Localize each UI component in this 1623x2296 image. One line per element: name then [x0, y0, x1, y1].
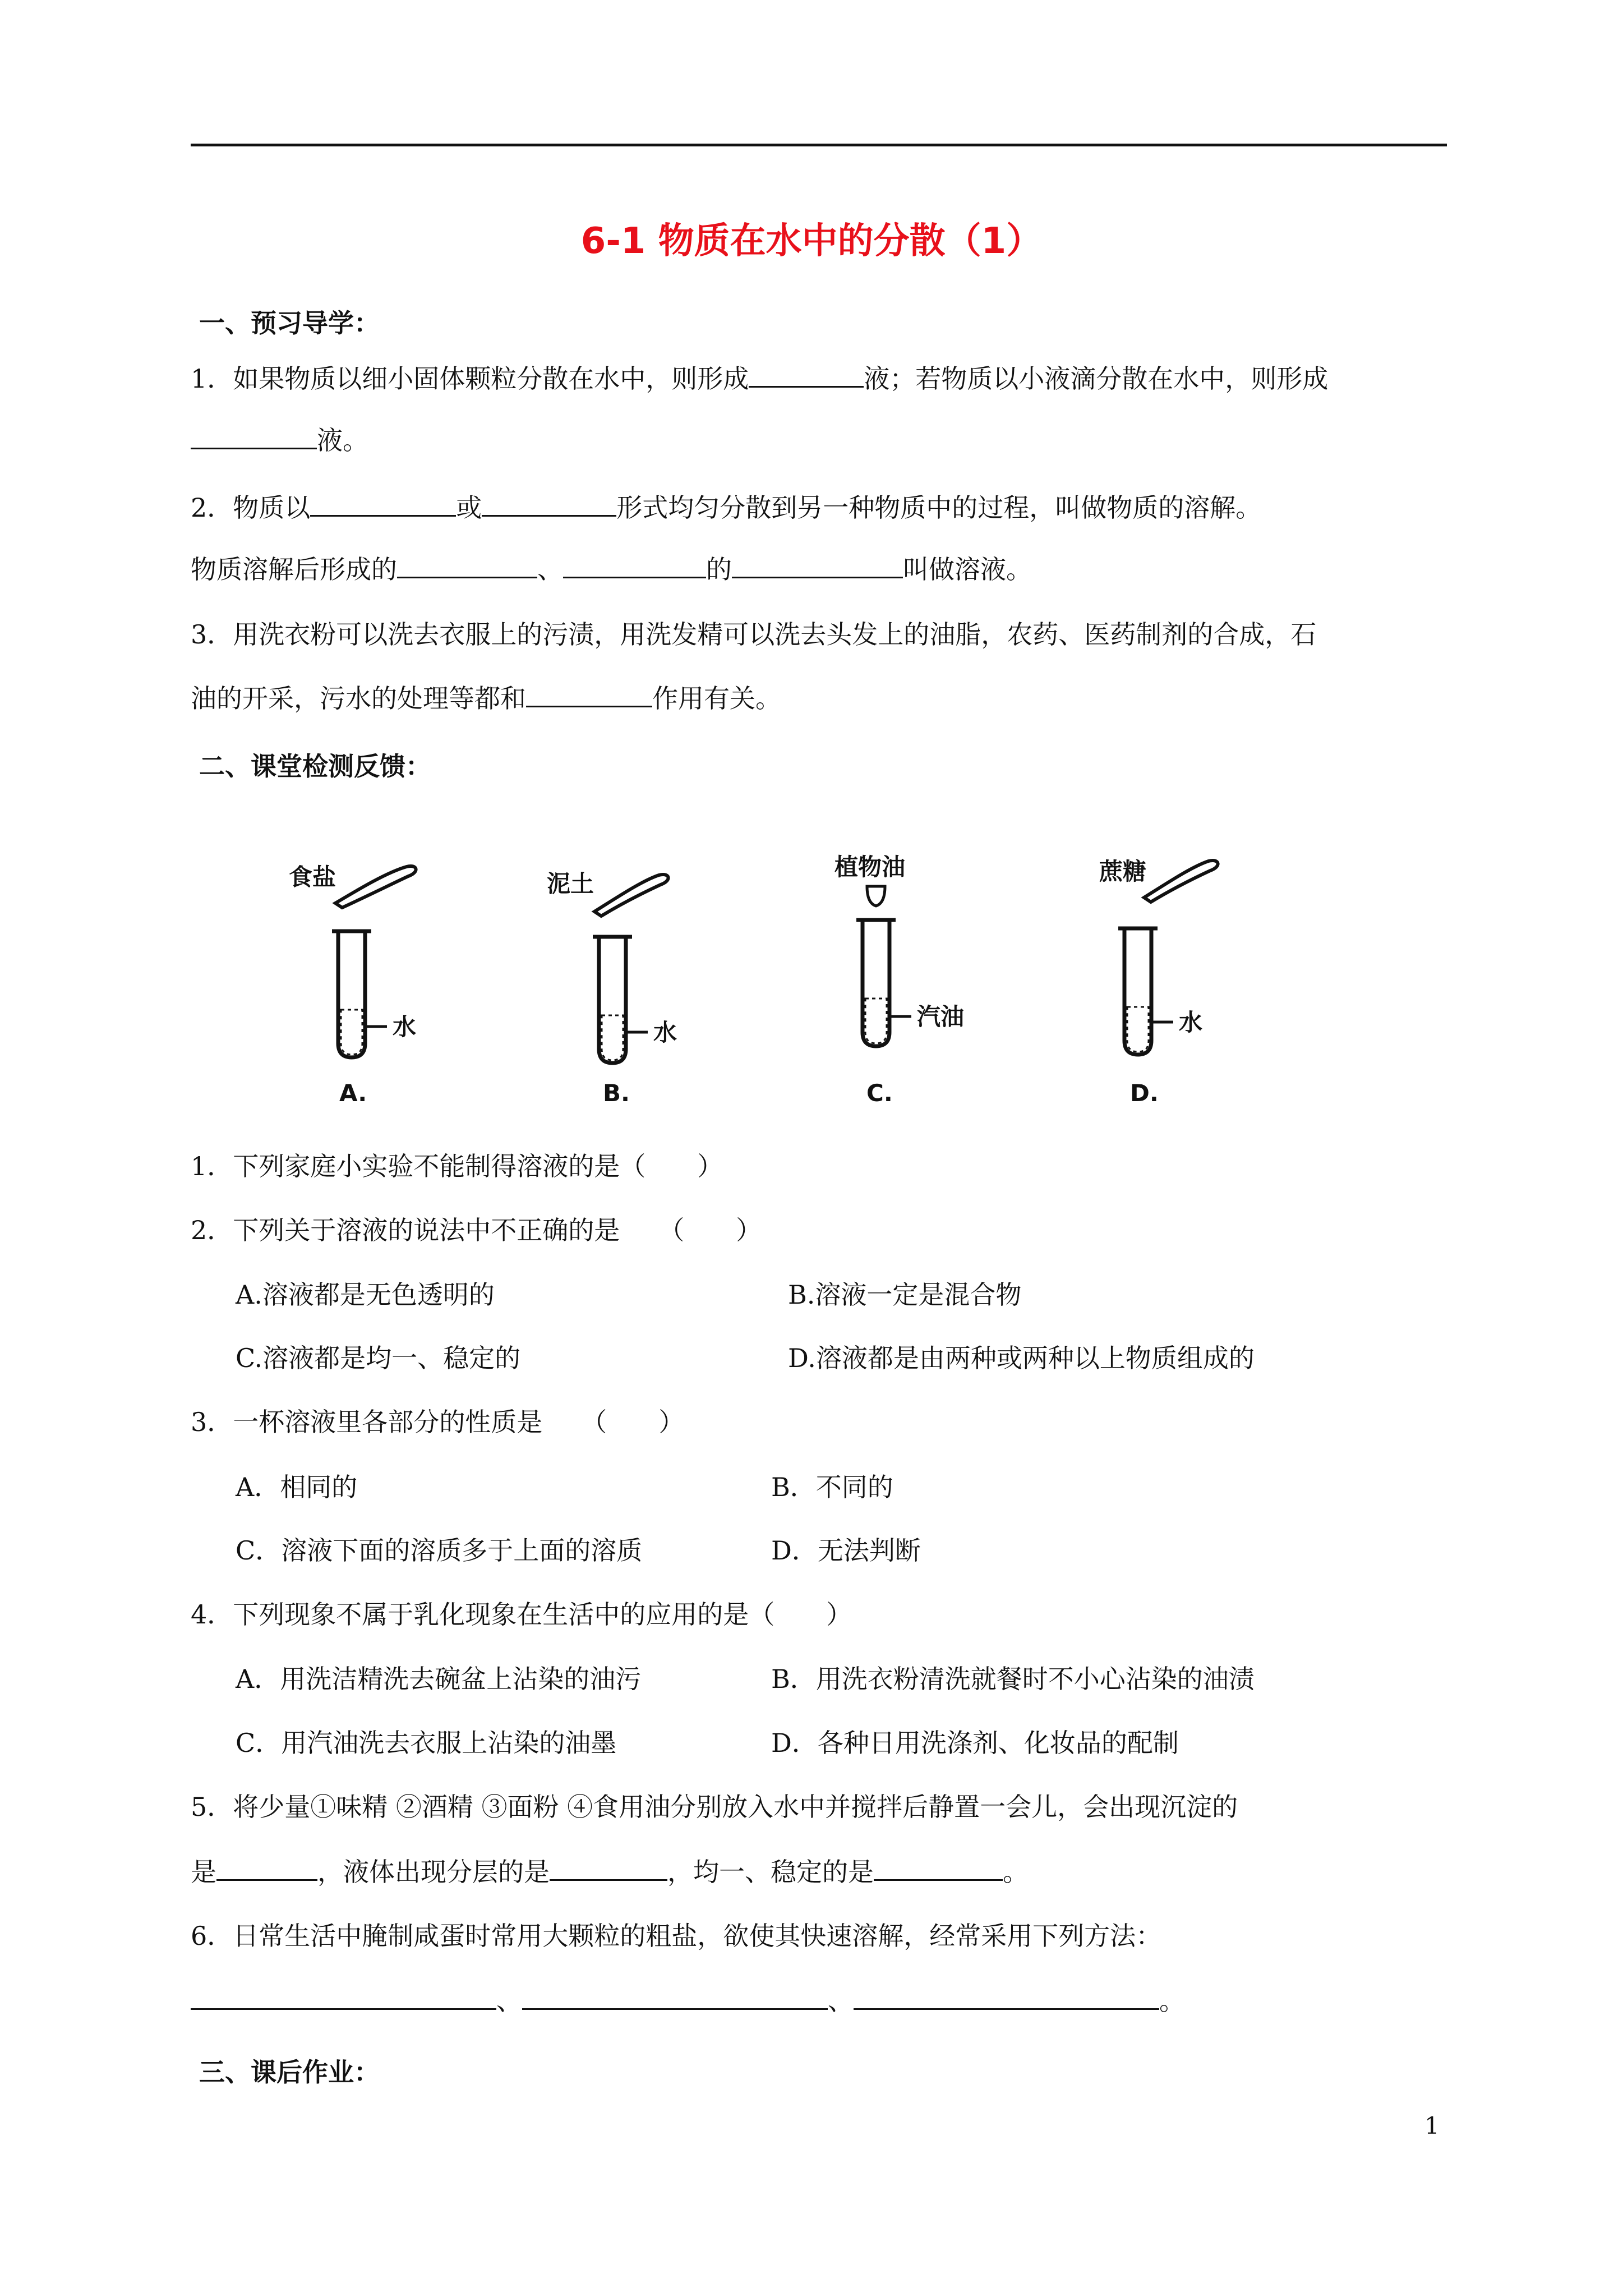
spatula-icon [594, 875, 668, 916]
preview-q1-text-b: 液；若物质以小液滴分散在水中，则形成 [864, 364, 1329, 394]
quiz-q3-option-b[interactable]: B．不同的 [771, 1472, 893, 1502]
tube-c-letter: C. [866, 1079, 893, 1107]
preview-q2-text-b: 或 [456, 493, 482, 523]
preview-q3-text-c: 作用有关。 [652, 683, 781, 714]
quiz-q6-text-d: 。 [1159, 1986, 1185, 2016]
tube-d-substance: 蔗糖 [1099, 858, 1147, 885]
preview-q2-text-f: 的 [706, 554, 732, 585]
preview-q1-text-a: 1．如果物质以细小固体颗粒分散在水中，则形成 [191, 364, 749, 394]
tube-c-liquid: 汽油 [917, 1003, 965, 1030]
liquid-fill [1127, 1007, 1149, 1052]
test-tube-figure [0, 0, 1623, 1122]
oil-drop-icon [867, 886, 885, 906]
liquid-fill [602, 1015, 623, 1060]
preview-q3-text-b: 油的开采，污水的处理等都和 [191, 683, 526, 714]
liquid-fill [865, 999, 887, 1043]
section-heading-homework: 三、课后作业： [199, 2057, 380, 2087]
page-title: 6-1 物质在水中的分散（1） [580, 220, 1043, 262]
quiz-q3-option-c[interactable]: C．溶液下面的溶质多于上面的溶质 [236, 1535, 643, 1566]
quiz-q2-option-d[interactable]: D.溶液都是由两种或两种以上物质组成的 [788, 1343, 1255, 1373]
tube-c [834, 853, 964, 1107]
quiz-q5-text-c: ，液体出现分层的是 [317, 1857, 550, 1887]
section-heading-preview: 一、预习导学： [199, 308, 380, 338]
quiz-q6-text-b: 、 [496, 1986, 522, 2016]
quiz-q4-option-d[interactable]: D．各种日用洗涤剂、化妆品的配制 [771, 1728, 1179, 1758]
tube-a [289, 863, 416, 1107]
spatula-icon [335, 866, 416, 908]
tube-b [547, 870, 677, 1107]
quiz-q5-line2 [191, 1857, 1029, 1885]
preview-q2-text-c: 形式均匀分散到另一种物质中的过程，叫做物质的溶解。 [616, 493, 1262, 523]
quiz-q2-option-c[interactable]: C.溶液都是均一、稳定的 [236, 1343, 521, 1373]
quiz-q5-text-e: 。 [1003, 1857, 1029, 1887]
answer-blank[interactable] [874, 1857, 1003, 1881]
quiz-q5-text-b: 是 [191, 1857, 216, 1887]
preview-q2-text-e: 、 [537, 554, 563, 585]
answer-blank[interactable] [522, 1986, 828, 2010]
quiz-q4-option-b[interactable]: B．用洗衣粉清洗就餐时不小心沾染的油渍 [771, 1664, 1255, 1694]
tube-a-liquid: 水 [393, 1013, 417, 1041]
quiz-q5-line1: 5．将少量①味精 ②酒精 ③面粉 ④食用油分别放入水中并搅拌后静置一会儿，会出现沉淀的 [191, 1792, 1238, 1822]
quiz-q1: 1．下列家庭小实验不能制得溶液的是（ ） [191, 1151, 723, 1181]
quiz-q6-line1: 6．日常生活中腌制咸蛋时常用大颗粒的粗盐，欲使其快速溶解，经常采用下列方法： [191, 1921, 1162, 1951]
page-number: 1 [1424, 2112, 1440, 2139]
preview-q1-text-c: 液。 [317, 425, 368, 455]
quiz-q4-option-a[interactable]: A．用洗洁精洗去碗盆上沾染的油污 [236, 1664, 642, 1694]
quiz-q2: 2．下列关于溶液的说法中不正确的是 （ ） [191, 1215, 762, 1245]
tube-d-liquid: 水 [1179, 1009, 1203, 1036]
preview-q2-text-d: 物质溶解后形成的 [191, 554, 397, 585]
quiz-q2-option-b[interactable]: B.溶液一定是混合物 [788, 1280, 1022, 1310]
tube-b-letter: B. [603, 1079, 630, 1107]
answer-blank[interactable] [550, 1857, 667, 1881]
quiz-q5-text-d: ，均一、稳定的是 [667, 1857, 874, 1887]
tube-b-substance: 泥土 [547, 870, 594, 898]
quiz-q6-line2 [191, 1986, 1185, 2014]
tube-a-letter: A. [339, 1079, 367, 1107]
preview-q2-text-g: 叫做溶液。 [903, 554, 1032, 585]
answer-blank[interactable] [216, 1857, 317, 1881]
quiz-q6-text-c: 、 [828, 1986, 854, 2016]
quiz-q3: 3．一杯溶液里各部分的性质是 （ ） [191, 1407, 685, 1437]
section-heading-quiz: 二、课堂检测反馈： [199, 751, 431, 781]
preview-q2-text-a: 2．物质以 [191, 493, 311, 523]
quiz-q4-option-c[interactable]: C．用汽油洗去衣服上沾染的油墨 [236, 1728, 617, 1758]
spatula-icon [1144, 861, 1218, 902]
tube-b-liquid: 水 [653, 1019, 677, 1046]
quiz-q3-option-a[interactable]: A．相同的 [236, 1472, 358, 1502]
tube-c-substance: 植物油 [834, 853, 906, 881]
tube-a-substance: 食盐 [289, 863, 336, 891]
quiz-q4: 4．下列现象不属于乳化现象在生活中的应用的是（ ） [191, 1599, 852, 1630]
preview-q3-line1: 3．用洗衣粉可以洗去衣服上的污渍，用洗发精可以洗去头发上的油脂，农药、医药制剂的合成，石 [191, 619, 1317, 650]
answer-blank[interactable] [191, 1986, 496, 2010]
quiz-q2-option-a[interactable]: A.溶液都是无色透明的 [236, 1280, 495, 1310]
tube-d-letter: D. [1130, 1079, 1159, 1107]
tube-d [1099, 858, 1218, 1107]
answer-blank[interactable] [854, 1986, 1159, 2010]
liquid-fill [341, 1010, 362, 1055]
quiz-q3-option-d[interactable]: D．无法判断 [771, 1535, 921, 1566]
